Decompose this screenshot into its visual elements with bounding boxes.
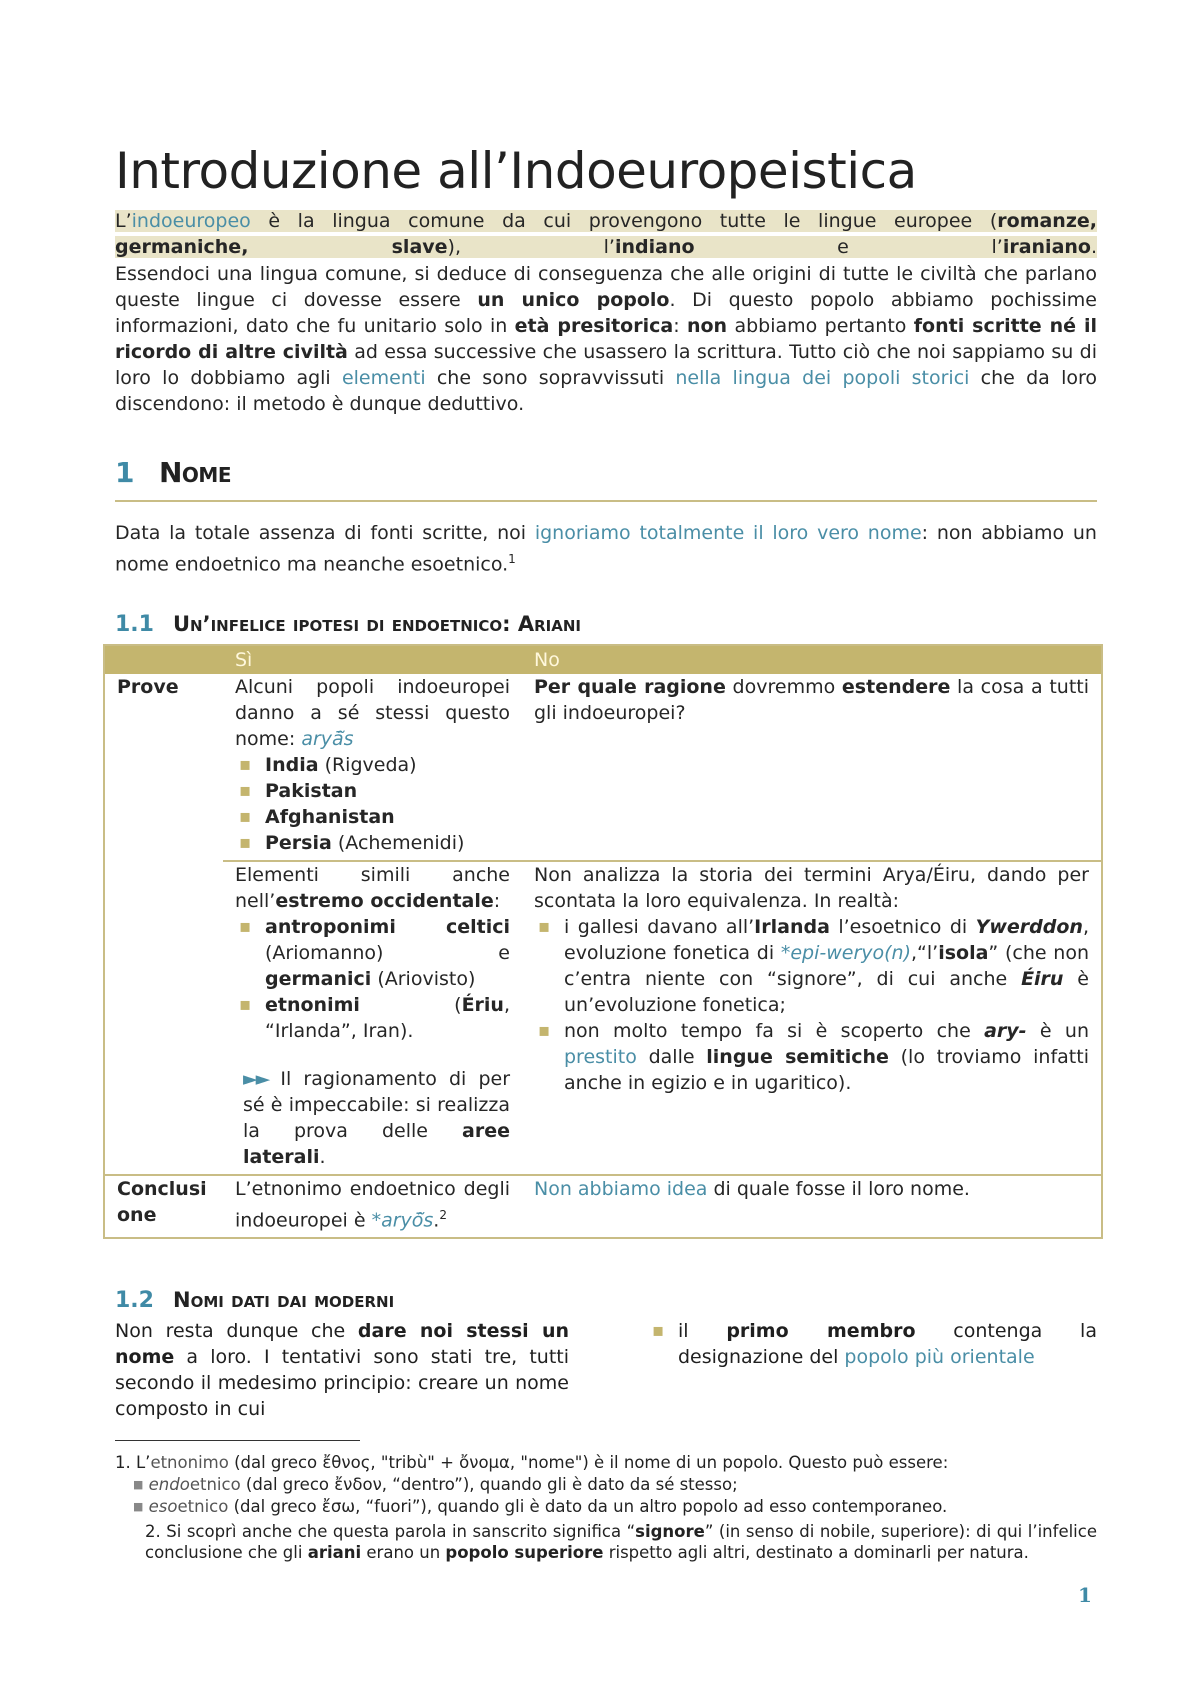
subsection-number: 1.2 [115,1288,154,1313]
bold-italic-text: Éiru [1021,968,1064,990]
bold-text: un unico popolo [477,289,670,311]
text: di quale fosse il loro nome. [707,1178,970,1200]
list-item [235,992,510,1044]
bold-text: Afghanistan [265,806,395,828]
text: ” (in senso di nobile, superiore): di qui l’infelice conclusione che gli [145,1522,1097,1562]
column-left [115,1318,569,1422]
text: . Di questo popolo abbiamo pochissime informazioni, dato che fu unitario solo in [115,289,1097,337]
subsection-heading-moderni [115,1288,394,1313]
text: (dal greco ἔθνος, "tribù" + ὄνομα, "nome") è il nome di un popolo. Questo può essere: [228,1453,949,1472]
bold-text: Per quale ragione [534,676,726,698]
cell-yes [223,861,522,1175]
bold-italic-text: ary- [984,1020,1027,1042]
text: Non analizza la storia dei termini Arya/Éiru, dando per scontata la loro equivalenza. In realtà: [534,864,1089,912]
intro-paragraph-2 [115,261,1097,417]
bold-text: aree laterali [243,1120,510,1168]
text: (lo troviamo infatti anche in egizio e in ugaritico). [564,1046,1089,1094]
list [235,914,510,1044]
list [534,914,1089,1096]
column-right [648,1318,1097,1370]
text: contenga la designazione del [678,1320,1097,1368]
table-header-empty [104,645,223,674]
bold-text: indiano [614,236,695,258]
text: Elementi simili anche nell’ [235,864,510,912]
text: Il ragionamento di per sé è impeccabile: si realizza la prova delle [243,1068,510,1142]
intro-paragraph-1 [115,208,1097,260]
text: . [1090,236,1098,258]
text: è la lingua comune da cui provengono tutte le lingue europee ( [250,210,998,232]
list-item [235,804,510,830]
list-item [648,1318,1097,1370]
list-item [235,752,510,778]
prestito-link: prestito [564,1046,637,1068]
text: ad essa successive che usassero la scrittura. Tutto ciò che noi sappiamo su di loro lo dobbiamo agli [115,341,1097,389]
cell-yes [223,1175,522,1238]
list [648,1318,1097,1370]
bold-text: India [265,754,319,776]
text: è un [1026,1020,1089,1042]
list [235,752,510,856]
popolo-orientale-link: popolo più orientale [844,1346,1035,1368]
text: il [678,1320,727,1342]
bold-text: popolo superiore [445,1543,604,1562]
text: (Rigveda) [318,754,417,776]
subsection-title: Nomi dati dai moderni [173,1288,395,1312]
text: a loro. I tentativi sono stati tre, tutti secondo il medesimo principio: creare un nome composto in cui [115,1346,569,1420]
text: (dal greco ἔσω, “fuori”), quando gli è dato da un altro popolo ad esso contemporaneo. [228,1497,948,1516]
subsection-title: Un’infelice ipotesi di endoetnico: Ariani [173,612,581,636]
bold-text: primo membro [726,1320,916,1342]
term: etnico [189,1475,241,1494]
text: . [433,1209,440,1232]
list-item [235,830,510,856]
text: i gallesi davano all’ [564,916,755,938]
text: Data la totale assenza di fonti scritte, noi [115,522,535,544]
text: , “Irlanda”, Iran). [265,994,510,1042]
bold-text: Irlanda [754,916,830,938]
bold-text: estendere [841,676,951,698]
bold-text: ariani [307,1543,362,1562]
bullet-icon: ■ [133,1500,144,1513]
text: abbiamo pertanto [727,315,914,337]
indoeuropeo-link: indoeuropeo [131,210,251,232]
bold-text: germanici [265,968,372,990]
text: 1. L’ [115,1453,151,1472]
term: etnonimo [150,1453,229,1472]
text: ), l’ [447,236,615,258]
bold-text: età presitorica [514,315,674,337]
text: che sono sopravvissuti [425,367,676,389]
text: . [319,1146,326,1168]
list-item [534,1018,1089,1096]
bold-text: fonti scritte né il ricordo di altre civiltà [115,315,1097,363]
section-heading-nome [115,456,1097,502]
term: etnico [177,1497,229,1516]
ignoriamo-link: ignoriamo totalmente il loro vero nome [534,522,922,544]
row-label-empty [104,861,223,1175]
subsection-number: 1.1 [115,612,154,637]
footnote-1 [115,1452,1097,1473]
document-title: Introduzione all’Indoeuropeistica [115,142,917,200]
popoli-storici-link: nella lingua dei popoli storici [675,367,970,389]
bold-text: lingue semitiche [706,1046,889,1068]
text: dalle [636,1046,707,1068]
bold-text: Pakistan [265,780,358,802]
term-aryas: aryā̃s [301,728,354,750]
text: e l’ [694,236,1003,258]
bold-text: estremo occidentale [275,890,494,912]
section1-paragraph [115,520,1097,577]
elementi-link: elementi [341,367,426,389]
text: dovremmo [725,676,842,698]
text: non molto tempo fa si è scoperto che [564,1020,985,1042]
text: : [493,890,501,912]
text: : [673,315,687,337]
text: la cosa a tutti gli indoeuropei? [534,676,1090,724]
text: rispetto agli altri, destinato a dominarli per natura. [603,1543,1029,1562]
bold-text: Ériu [461,994,504,1016]
bold-text: signore [635,1522,705,1541]
text: (Ariovisto) [371,968,476,990]
term: endo [148,1475,190,1494]
footnote-1-item-1 [115,1474,1115,1495]
list-item [534,914,1089,1018]
term: eso [148,1497,178,1516]
text: , evoluzione fonetica di [564,916,1089,964]
ariani-table [103,644,1103,1239]
text: è un’evoluzione fonetica; [564,968,1089,1016]
term-aryos: *aryō̃s [371,1209,434,1232]
note-laterali [235,1066,510,1170]
bold-text: romanze, germaniche, slave [115,210,1097,258]
cell-no [522,861,1102,1175]
row-label-conclusione: Conclusione [104,1175,223,1238]
bold-italic-text: Ywerddon [975,916,1083,938]
text: (Ariomanno) e [265,942,510,964]
section-number: 1 [115,456,135,489]
subsection-heading-ariani [115,612,581,637]
table-header-no: No [522,645,1102,674]
cell-no [522,1175,1102,1238]
text: ,“l’ [911,942,939,964]
text: ( [359,994,462,1016]
footnote-separator [115,1440,360,1441]
row-label-prove: Prove [117,676,179,698]
bold-text: isola [938,942,989,964]
text: (Achemenidi) [331,832,465,854]
text: : non abbiamo un nome endoetnico ma neanche esoetnico. [115,522,1097,576]
section-title: Nome [159,456,231,489]
text: L’etnonimo endoetnico degli indoeuropei è [235,1178,510,1232]
intro-highlight [115,210,1097,258]
text: che da loro discendono: il metodo è dunque deduttivo. [115,367,1097,415]
double-arrow-icon: ►► [243,1068,269,1090]
epi-weryon-link: *epi-weryo(n) [780,942,911,964]
list-item [235,914,510,992]
page-number: 1 [1078,1583,1092,1607]
bold-text: Persia [265,832,332,854]
text: 2. Si scoprì anche che questa parola in sanscrito significa “ [145,1522,636,1541]
text: Non resta dunque che [115,1320,358,1342]
bold-text: antroponimi celtici [265,916,510,938]
bold-text: etnonimi [265,994,360,1016]
footnote-1-item-2 [115,1496,1115,1517]
footnote-ref-1[interactable]: 1 [508,552,516,566]
cell-yes [223,674,522,861]
footnote-ref-2[interactable]: 2 [439,1208,447,1222]
table-row [104,1175,1102,1238]
table-header-si: Sì [223,645,522,674]
text: Alcuni popoli indoeuropei danno a sé stessi questo nome: [235,676,510,750]
bold-text: iraniano [1002,236,1091,258]
text: erano un [361,1543,446,1562]
list-item [235,778,510,804]
footnote-2 [115,1521,1097,1563]
text: Essendoci una lingua comune, si deduce di conseguenza che alle origini di tutte le civiltà che parlano queste lingue ci dovesse essere [115,263,1097,311]
bold-text: non [686,315,728,337]
text: L’ [115,210,132,232]
table-row [104,674,1102,861]
cell-no [522,674,1102,861]
text: ” (che non c’entra niente con “signore”, di cui anche [564,942,1089,990]
bullet-icon: ■ [133,1478,144,1491]
non-abbiamo-idea-link: Non abbiamo idea [534,1178,708,1200]
table-row [104,861,1102,1175]
bold-text: dare noi stessi un nome [115,1320,569,1368]
text: l’esoetnico di [829,916,976,938]
text: (dal greco ἔνδον, “dentro”), quando gli è dato da sé stesso; [240,1475,738,1494]
